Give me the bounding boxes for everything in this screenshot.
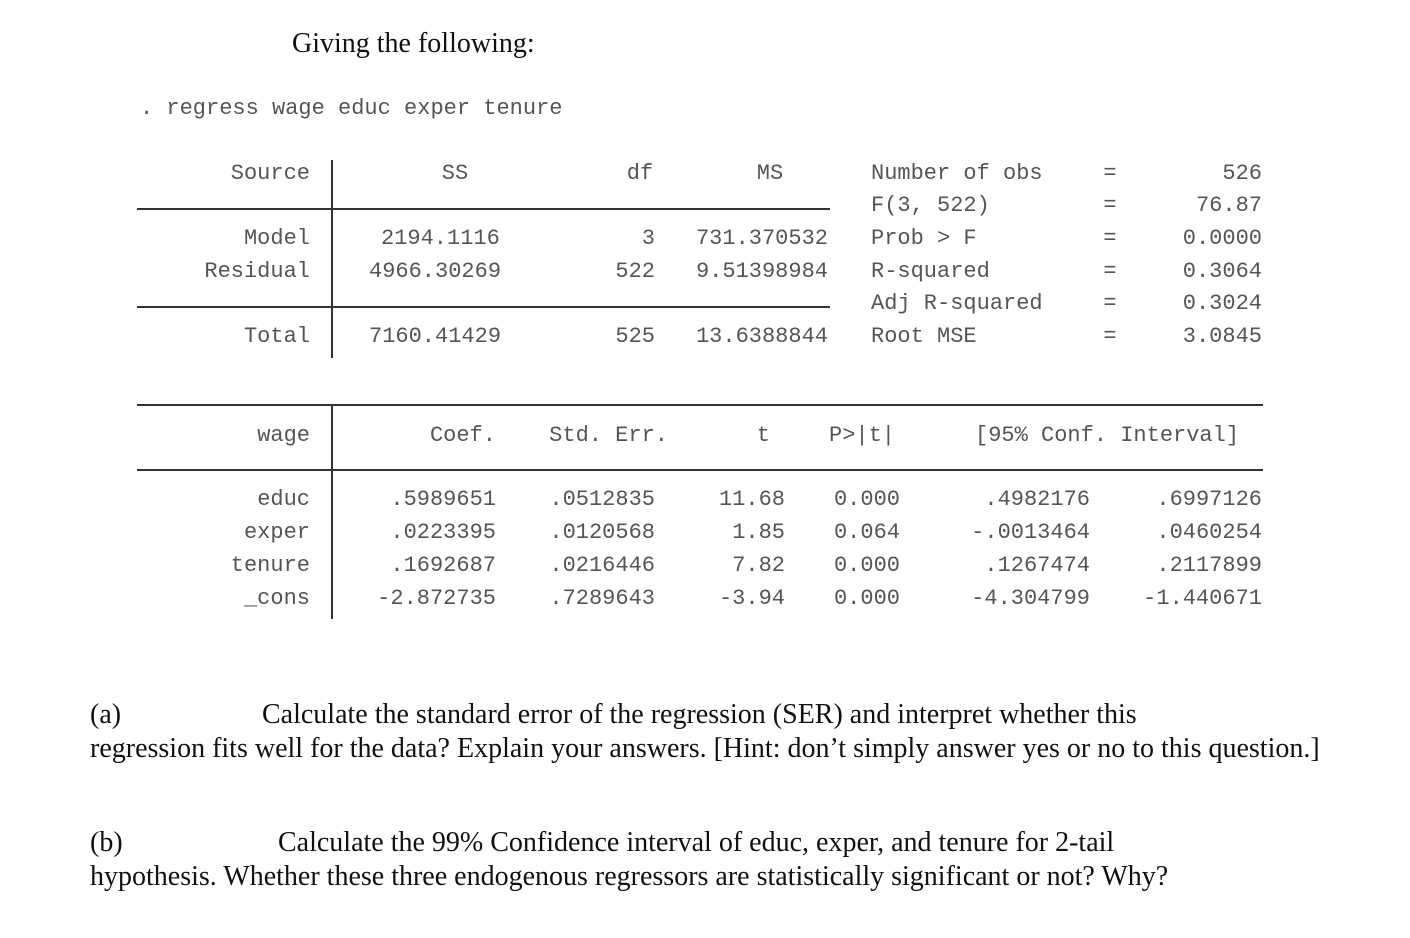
stat-value: 0.3064 xyxy=(1182,259,1262,284)
anova-row-ms: 9.51398984 xyxy=(695,259,828,284)
coef-header-coef: Coef. xyxy=(429,423,496,448)
anova-row-df: 525 xyxy=(615,324,655,349)
stat-label: F(3, 522) xyxy=(871,193,990,218)
anova-header-rule xyxy=(137,208,830,210)
coef-row-var: exper xyxy=(243,520,310,545)
anova-row-source: Total xyxy=(243,324,310,349)
stat-equals: = xyxy=(1103,324,1117,349)
anova-column-divider xyxy=(331,160,333,358)
stat-label: Root MSE xyxy=(871,324,977,349)
coef-header-ci: [95% Conf. Interval] xyxy=(975,423,1240,448)
anova-row-df: 3 xyxy=(641,226,655,251)
stat-value: 76.87 xyxy=(1195,193,1262,218)
stat-value: 0.3024 xyxy=(1182,291,1262,316)
coef-row-p: 0.064 xyxy=(833,520,900,545)
anova-row-ms: 13.6388844 xyxy=(695,324,828,349)
stat-equals: = xyxy=(1103,161,1117,186)
coef-header-var: wage xyxy=(257,423,310,448)
anova-row-source: Residual xyxy=(204,259,310,284)
anova-row-ss: 4966.30269 xyxy=(369,259,502,284)
stat-label: Prob > F xyxy=(871,226,977,251)
stat-label: Number of obs xyxy=(871,161,1043,186)
coef-row-ci-high: .0460254 xyxy=(1156,520,1262,545)
anova-header-ss: SS xyxy=(441,161,469,186)
coef-row-t: 11.68 xyxy=(718,487,785,512)
anova-header-df: df xyxy=(626,161,654,186)
question-b-label: (b) xyxy=(90,827,123,858)
coef-row-ci-low: .1267474 xyxy=(984,553,1090,578)
question-a-text: regression fits well for the data? Explain your answers. [Hint: don’t simply answer yes or no to this question.] xyxy=(90,733,1320,764)
question-b-first-line: Calculate the 99% Confidence interval of educ, exper, and tenure for 2-tail xyxy=(278,827,1115,858)
coef-header-se: Std. Err. xyxy=(549,423,668,448)
coef-row-var: _cons xyxy=(243,586,310,611)
coef-row-ci-high: .6997126 xyxy=(1156,487,1262,512)
coef-row-t: 7.82 xyxy=(732,553,785,578)
coef-header-p: P>|t| xyxy=(829,423,896,448)
anova-row-ms: 731.370532 xyxy=(695,226,828,251)
coef-row-ci-low: .4982176 xyxy=(984,487,1090,512)
question-a xyxy=(90,698,1320,766)
coef-row-se: .7289643 xyxy=(549,586,655,611)
anova-header-ms: MS xyxy=(756,161,784,186)
coef-row-p: 0.000 xyxy=(833,487,900,512)
question-a-first-line: Calculate the standard error of the regression (SER) and interpret whether this xyxy=(262,699,1137,730)
coef-row-se: .0216446 xyxy=(549,553,655,578)
coef-row-coef: .1692687 xyxy=(390,553,496,578)
coef-row-var: educ xyxy=(257,487,310,512)
question-b xyxy=(90,826,1320,894)
coef-row-coef: -2.872735 xyxy=(377,586,496,611)
stat-value: 526 xyxy=(1222,161,1262,186)
stat-label: Adj R-squared xyxy=(871,291,1043,316)
stat-label: R-squared xyxy=(871,259,990,284)
anova-row-ss: 7160.41429 xyxy=(369,324,502,349)
question-a-label: (a) xyxy=(90,699,122,730)
stat-equals: = xyxy=(1103,226,1117,251)
stat-value: 0.0000 xyxy=(1182,226,1262,251)
anova-header-source: Source xyxy=(230,161,310,186)
stat-value: 3.0845 xyxy=(1182,324,1262,349)
coef-row-ci-low: -.0013464 xyxy=(971,520,1090,545)
question-b-text: hypothesis. Whether these three endogenous regressors are statistically significant or not? Why? xyxy=(90,861,1169,892)
coef-row-ci-high: -1.440671 xyxy=(1143,586,1262,611)
coef-row-t: -3.94 xyxy=(718,586,785,611)
coef-row-se: .0512835 xyxy=(549,487,655,512)
coef-header-t: t xyxy=(756,423,770,448)
coef-column-divider xyxy=(331,404,333,619)
coef-row-p: 0.000 xyxy=(833,586,900,611)
stat-equals: = xyxy=(1103,193,1117,218)
coef-row-t: 1.85 xyxy=(732,520,785,545)
anova-row-df: 522 xyxy=(615,259,655,284)
coef-header-rule xyxy=(137,469,1263,471)
anova-row-source: Model xyxy=(243,226,310,251)
anova-total-rule xyxy=(137,306,830,308)
stat-equals: = xyxy=(1103,259,1117,284)
coef-row-coef: .5989651 xyxy=(390,487,496,512)
coef-row-var: tenure xyxy=(230,553,310,578)
anova-row-ss: 2194.1116 xyxy=(381,226,500,251)
coef-row-p: 0.000 xyxy=(833,553,900,578)
coef-row-ci-low: -4.304799 xyxy=(971,586,1090,611)
coef-row-se: .0120568 xyxy=(549,520,655,545)
coef-row-coef: .0223395 xyxy=(390,520,496,545)
coef-row-ci-high: .2117899 xyxy=(1156,553,1262,578)
stata-command: . regress wage educ exper tenure xyxy=(140,96,563,121)
coef-top-rule xyxy=(137,404,1263,406)
intro-heading: Giving the following: xyxy=(292,28,535,59)
stat-equals: = xyxy=(1103,291,1117,316)
